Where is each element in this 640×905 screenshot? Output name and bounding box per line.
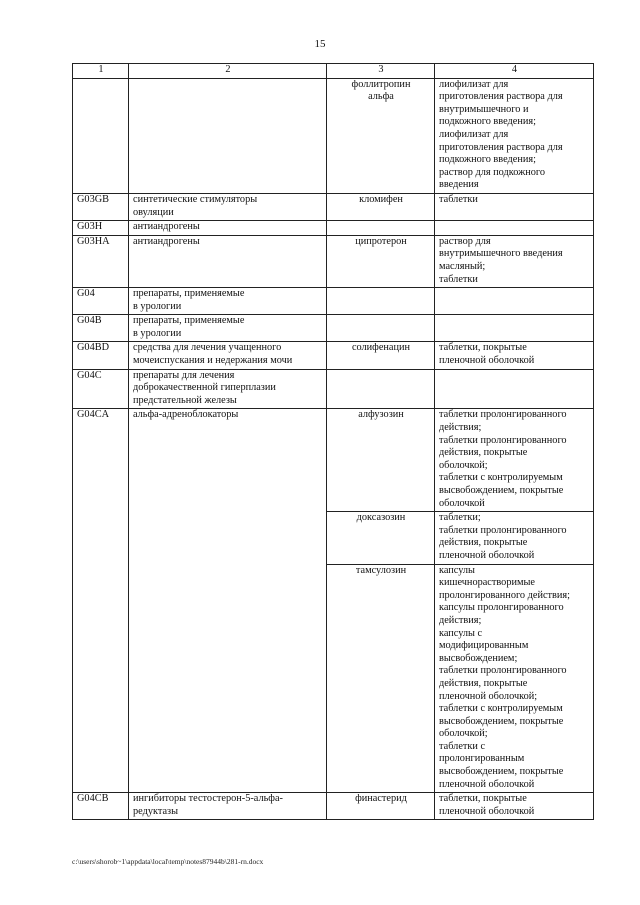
atc-code-cell: [73, 793, 129, 820]
group-name-line: в урологии: [133, 327, 182, 339]
table-header-row: [73, 64, 594, 79]
substance-cell: [327, 342, 435, 369]
atc-code-cell: [73, 78, 129, 193]
dosage-form-line: оболочкой: [439, 497, 485, 509]
dosage-form-cell: [435, 793, 594, 820]
dosage-form-line: таблетки: [439, 193, 478, 205]
group-name-cell: [129, 409, 327, 793]
dosage-form-cell: [435, 512, 594, 564]
dosage-form-line: раствор для: [439, 235, 491, 247]
atc-code-cell: [73, 235, 129, 287]
atc-code-cell: [73, 288, 129, 315]
group-name-line: средства для лечения учащенного: [133, 342, 282, 354]
dosage-form-cell: [435, 221, 594, 236]
dosage-form-cell: [435, 564, 594, 793]
table-row: [73, 288, 594, 315]
page-number: 15: [314, 38, 326, 50]
dosage-form-cell: [435, 409, 594, 512]
group-name-line: синтетические стимуляторы: [133, 193, 258, 205]
substance-name-line: солифенацин: [351, 342, 411, 354]
table-row: [73, 409, 594, 512]
dosage-form-line: действия;: [439, 614, 482, 626]
atc-code-cell: [73, 342, 129, 369]
dosage-form-line: внутримышечного и: [439, 103, 529, 115]
dosage-form-line: лиофилизат для: [439, 78, 509, 90]
dosage-form-line: приготовления раствора для: [439, 91, 563, 103]
substance-cell: [327, 369, 435, 409]
dosage-form-line: пленочной оболочкой;: [439, 690, 538, 702]
atc-code-cell: [73, 409, 129, 793]
dosage-form-line: таблетки пролонгированного: [439, 434, 567, 446]
atc-code: G03H: [77, 221, 103, 233]
dosage-form-line: лиофилизат для: [439, 128, 509, 140]
file-path-footer: c:\users\shorob~1\appdata\local\temp\notes87944b\281-rn.docx: [72, 857, 264, 866]
group-name-line: мочеиспускания и недержания мочи: [133, 355, 293, 367]
substance-name-line: кломифен: [359, 193, 403, 205]
dosage-form-line: введения: [439, 179, 479, 191]
group-name-cell: [129, 221, 327, 236]
group-name-cell: [129, 78, 327, 193]
dosage-form-line: пленочной оболочкой: [439, 355, 535, 367]
dosage-form-line: таблетки пролонгированного: [439, 524, 567, 536]
substance-name-line: финастерид: [355, 793, 407, 805]
dosage-form-line: оболочкой;: [439, 728, 488, 740]
group-name-cell: [129, 342, 327, 369]
dosage-form-cell: [435, 315, 594, 342]
dosage-form-line: высвобождением, покрытые: [439, 766, 564, 778]
group-name-line: препараты, применяемые: [133, 315, 245, 327]
group-name-cell: [129, 793, 327, 820]
substance-cell: [327, 315, 435, 342]
group-name-line: в урологии: [133, 300, 182, 312]
group-name-line: препараты, применяемые: [133, 288, 245, 300]
group-name-line: препараты для лечения: [133, 369, 235, 381]
atc-code: G04BD: [77, 342, 110, 354]
table-row: [73, 315, 594, 342]
atc-code: G04B: [77, 315, 102, 327]
group-name-line: предстательной железы: [133, 394, 237, 406]
dosage-form-line: таблетки, покрытые: [439, 342, 527, 354]
atc-code-cell: [73, 221, 129, 236]
dosage-form-line: модифицированным: [439, 640, 529, 652]
substance-cell: [327, 409, 435, 512]
table-body: [73, 78, 594, 820]
dosage-form-line: подкожного введения;: [439, 116, 536, 128]
dosage-form-line: высвобождением, покрытые: [439, 715, 564, 727]
table-row: [73, 78, 594, 193]
column-header: 2: [129, 64, 327, 79]
atc-code-cell: [73, 315, 129, 342]
substance-cell: [327, 235, 435, 287]
dosage-form-line: пленочной оболочкой: [439, 805, 535, 817]
atc-code: G03HA: [77, 235, 110, 247]
dosage-form-line: капсулы с: [439, 627, 483, 639]
dosage-form-cell: [435, 193, 594, 220]
dosage-form-cell: [435, 288, 594, 315]
dosage-form-cell: [435, 369, 594, 409]
group-name-cell: [129, 235, 327, 287]
substance-name-line: ципротерон: [355, 235, 407, 247]
dosage-form-line: таблетки: [439, 273, 478, 285]
dosage-form-line: кишечнорастворимые: [439, 577, 535, 589]
dosage-form-line: таблетки;: [439, 512, 481, 524]
substance-cell: [327, 288, 435, 315]
column-header: 1: [73, 64, 129, 79]
dosage-form-cell: [435, 235, 594, 287]
substance-cell: [327, 512, 435, 564]
dosage-form-line: таблетки пролонгированного: [439, 665, 567, 677]
substance-cell: [327, 221, 435, 236]
dosage-form-line: таблетки пролонгированного: [439, 409, 567, 421]
dosage-form-line: действия;: [439, 422, 482, 434]
dosage-form-line: капсулы: [439, 564, 475, 576]
dosage-form-line: действия, покрытые: [439, 677, 528, 689]
group-name-line: редуктазы: [133, 805, 179, 817]
group-name-cell: [129, 193, 327, 220]
dosage-form-line: пролонгированным: [439, 753, 525, 765]
dosage-form-line: приготовления раствора для: [439, 141, 563, 153]
substance-name-line: доксазозин: [356, 512, 406, 524]
dosage-form-line: капсулы пролонгированного: [439, 602, 564, 614]
column-header: 3: [327, 64, 435, 79]
dosage-form-line: высвобождением, покрытые: [439, 485, 564, 496]
dosage-form-line: действия, покрытые: [439, 537, 528, 549]
atc-code: G03GB: [77, 193, 110, 205]
substance-cell: [327, 193, 435, 220]
substance-cell: [327, 78, 435, 193]
dosage-form-line: таблетки с контролируемым: [439, 703, 563, 715]
column-header: 4: [435, 64, 594, 79]
group-name-line: антиандрогены: [133, 235, 200, 247]
dosage-form-line: масляный;: [439, 260, 486, 272]
atc-code: G04CB: [77, 793, 109, 805]
atc-code: G04: [77, 288, 95, 300]
dosage-form-line: оболочкой;: [439, 459, 488, 471]
dosage-form-line: таблетки, покрытые: [439, 793, 527, 805]
group-name-cell: [129, 369, 327, 409]
dosage-form-line: пролонгированного действия;: [439, 589, 571, 601]
table-row: [73, 793, 594, 820]
dosage-form-line: пленочной оболочкой: [439, 549, 535, 561]
table-row: [73, 235, 594, 287]
group-name-line: овуляции: [133, 206, 174, 218]
dosage-form-line: внутримышечного введения: [439, 248, 563, 260]
group-name-line: антиандрогены: [133, 221, 200, 233]
atc-code: G04C: [77, 369, 102, 381]
table-row: [73, 369, 594, 409]
group-name-line: альфа-адреноблокаторы: [133, 409, 239, 421]
atc-code: G04CA: [77, 409, 110, 421]
dosage-form-line: таблетки с контролируемым: [439, 472, 563, 484]
atc-code-cell: [73, 369, 129, 409]
dosage-form-line: действия, покрытые: [439, 447, 528, 459]
drug-classification-table: [72, 63, 594, 820]
substance-name-line: альфа: [368, 91, 394, 103]
table-row: [73, 193, 594, 220]
dosage-form-cell: [435, 342, 594, 369]
dosage-form-line: таблетки с: [439, 740, 486, 752]
dosage-form-line: подкожного введения;: [439, 154, 536, 166]
table-row: [73, 342, 594, 369]
substance-name-line: фоллитропин: [351, 78, 411, 90]
atc-code-cell: [73, 193, 129, 220]
substance-cell: [327, 564, 435, 793]
table-row: [73, 221, 594, 236]
group-name-cell: [129, 315, 327, 342]
substance-cell: [327, 793, 435, 820]
group-name-line: ингибиторы тестостерон-5-альфа-: [133, 793, 283, 805]
group-name-cell: [129, 288, 327, 315]
dosage-form-line: высвобождением;: [439, 652, 518, 664]
substance-name-line: тамсулозин: [355, 564, 407, 576]
substance-name-line: алфузозин: [358, 409, 404, 421]
dosage-form-line: пленочной оболочкой: [439, 778, 535, 790]
dosage-form-line: раствор для подкожного: [439, 166, 546, 178]
group-name-line: доброкачественной гиперплазии: [133, 382, 276, 394]
dosage-form-cell: [435, 78, 594, 193]
